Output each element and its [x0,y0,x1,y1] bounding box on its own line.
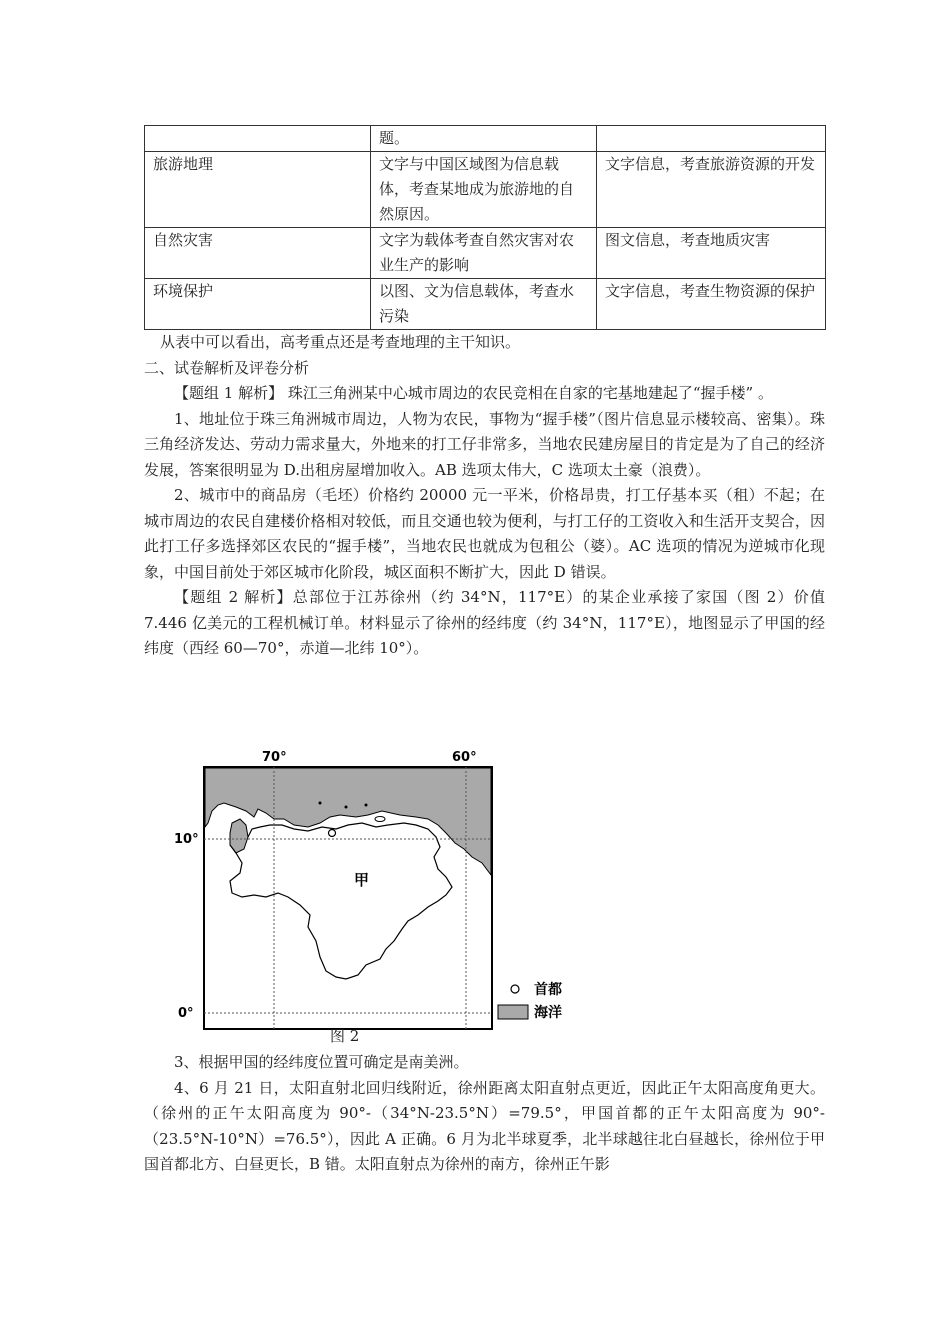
table-cell: 图文信息，考查地质灾害 [597,228,826,279]
group2-intro: 【题组 2 解析】总部位于江苏徐州（约 34°N，117°E）的某企业承接了家国（图 2）价值 7.446 亿美元的工程机械订单。材料显示了徐州的经纬度（约 34°N，117°E），地图显示了甲国的经纬度（西经 60—70°，赤道—北纬 10°）。 [144,588,825,657]
label-0: 0° [178,1006,194,1021]
figure-caption: 图 2 [330,1027,360,1045]
island-dot [365,804,368,807]
table-cell: 文字信息，考查旅游资源的开发 [597,152,826,228]
island-dot [345,806,348,809]
island [375,817,385,822]
section-heading: 二、试卷解析及评卷分析 [144,358,310,377]
island-dot [319,802,322,805]
paragraph-4: 4、6 月 21 日，太阳直射北回归线附近，徐州距离太阳直射点更近，因此正午太阳高度角更大。（徐州的正午太阳高度为 90°-（34°N-23.5°N）=79.5°，甲国首都的正午太阳高度为 90°-（23.5°N-10°N）=76.5°），因此 A 正确。6 月为北半球夏季，北半球越往北白昼越长，徐州位于甲国首都北方、白昼更长，B 错。太阳直射点为徐州的南方，徐州正午影 [144,1078,825,1173]
capital-marker [329,830,336,837]
summary-line: 从表中可以看出，高考重点还是考查地理的主干知识。 [160,333,521,351]
label-60: 60° [452,750,477,765]
table-cell: 文字为载体考查自然灾害对农业生产的影响 [371,228,597,279]
paragraph-1: 1、地址位于珠三角洲城市周边，人物为农民，事物为“握手楼”（图片信息显示楼较高、密集）。珠三角经济发达、劳动力需求量大，外地来的打工仔非常多，当地农民建房屋目的肯定是为了自己的经济发展，答案很明显为 D.出租房屋增加收入。AB 选项太伟大，C 选项太土豪（浪费）。 [144,409,825,479]
group1-intro: 【题组 1 解析】 珠江三角洲某中心城市周边的农民竞相在自家的宅基地建起了“握手楼” 。 [174,384,773,402]
table-row [145,126,826,152]
table-cell: 文字信息，考查生物资源的保护 [597,279,826,330]
label-70: 70° [262,750,287,765]
legend-ocean-label: 海洋 [534,1005,562,1021]
table-cell: 自然灾害 [145,228,371,279]
legend-capital-icon [511,985,519,993]
table-cell [145,126,371,152]
table-cell: 旅游地理 [145,152,371,228]
table-row [145,279,826,330]
table-cell: 以图、文为信息载体，考查水污染 [371,279,597,330]
country-label: 甲 [354,871,370,889]
table-cell: 环境保护 [145,279,371,330]
table-cell: 题。 [371,126,597,152]
table-row [145,152,826,228]
map-figure [170,745,590,1045]
table-row [145,228,826,279]
label-10: 10° [174,832,199,847]
paragraph-2: 2、城市中的商品房（毛坯）价格约 20000 元一平米，价格昂贵，打工仔基本买（租）不起；在城市周边的农民自建楼价格相对较低，而且交通也较为便利，与打工仔的工资收入和生活开支契合，因此打工仔多选择郊区农民的“握手楼”，当地农民也就成为包租公（婆）。AC 选项的情况为逆城市化现象，中国目前处于郊区城市化阶段，城区面积不断扩大，因此 D 错误。 [144,486,825,581]
legend-capital-label: 首都 [534,982,562,998]
body-text-lower [144,1050,825,1178]
legend-ocean-swatch [498,1005,528,1019]
table-cell [597,126,826,152]
body-text-upper [144,330,825,662]
table-cell: 文字与中国区域图为信息载体，考查某地成为旅游地的自然原因。 [371,152,597,228]
summary-table [144,125,826,330]
paragraph-3: 3、根据甲国的经纬度位置可确定是南美洲。 [174,1053,469,1071]
